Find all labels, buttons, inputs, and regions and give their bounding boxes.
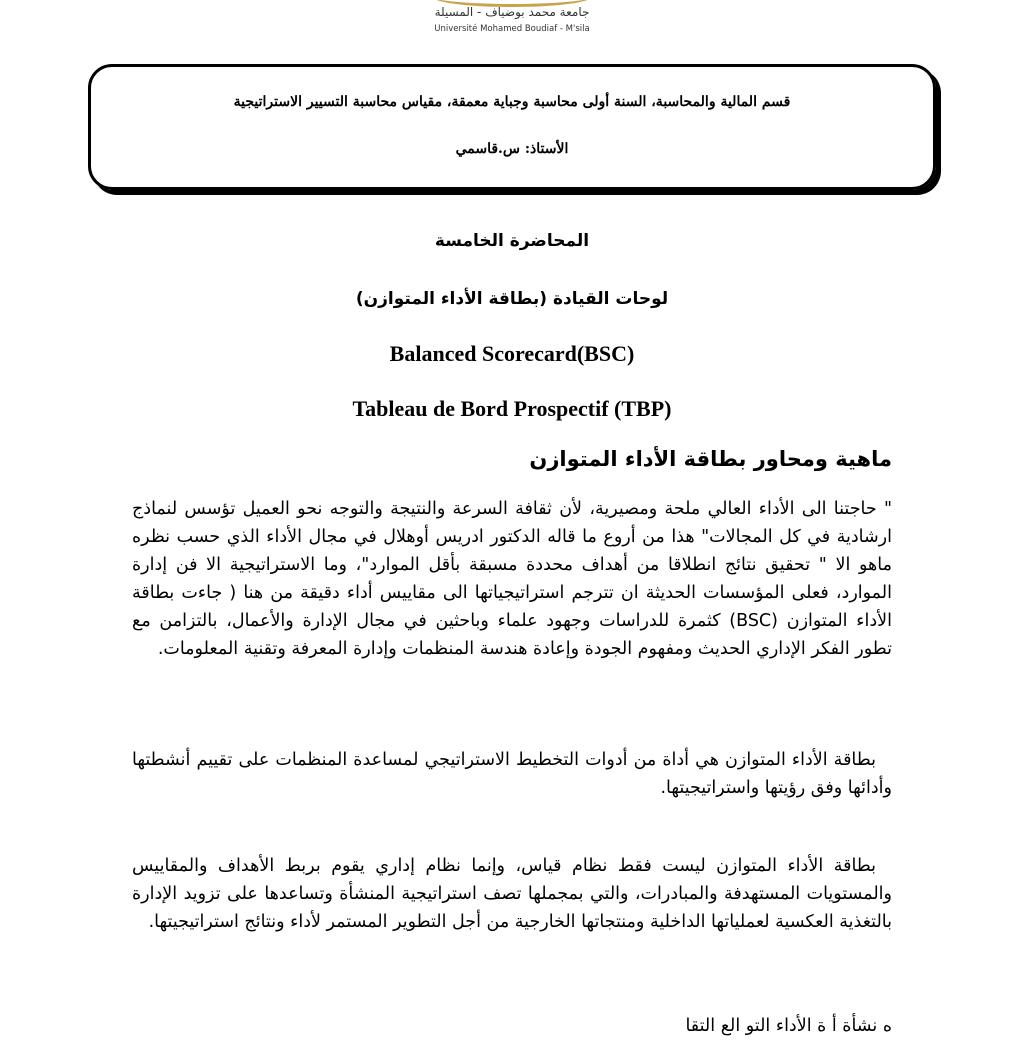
body-paragraph: " حاجتنا الى الأداء العالي ملحة ومصيرية، لأن ثقافة السرعة والنتيجة والتوجه نحو العميل تؤسس لنماذج ارشادية في كل المجالات" هذا من أروع ما قاله الدكتور ادريس أوهلال في مجال الأداء الذي حسب نظره ماهو الا " تحقيق نتائج انطلاقا من أهداف محددة مسبقة بأقل الموارد"، وما الاستراتيجية الا فن إدارة الموارد، فعلى المؤسسات الحديثة ان تترجم استراتيجياتها الى مقاييس أداء دقيقة من هنا ( جاءت بطاقة الأداء المتوازن (BSC) كثمرة للدراسات وجهود علماء وباحثين في مجال الإدارة والأعمال، بالتزامن مع تطور الفكر الإداري الحديث ومفهوم الجودة وإعادة هندسة المنظمات وإدارة المعرفة وتقنية المعلومات.: [132, 499, 892, 659]
university-name-french: Université Mohamed Boudiaf - M'sila: [434, 24, 590, 34]
cut-off-paragraph: ه نشأة أ ة الأداء التو الع التقا: [685, 1016, 892, 1036]
university-name-arabic: جامعة محمد بوضياف - المسيلة: [434, 5, 590, 19]
lecture-topic-english: Balanced Scorecard(BSC): [389, 341, 635, 366]
section-heading: ماهية ومحاور بطاقة الأداء المتوازن: [529, 447, 892, 471]
course-header-box: [88, 64, 936, 190]
instructor-name: الأستاذ: س.قاسمي: [455, 141, 569, 157]
body-paragraph: بطاقة الأداء المتوازن هي أداة من أدوات التخطيط الاستراتيجي لمساعدة المنظمات على تقييم أنشطتها وأدائها وفق رؤيتها واستراتيجيتها.: [132, 750, 892, 798]
lecture-topic-arabic: لوحات القيادة (بطاقة الأداء المتوازن): [355, 289, 669, 309]
lecture-topic-french: Tableau de Bord Prospectif (TBP): [352, 396, 672, 421]
university-logo: [0, 0, 1024, 48]
lecture-number-title: المحاضرة الخامسة: [434, 231, 590, 251]
course-info: قسم المالية والمحاسبة، السنة أولى محاسبة وجباية معمقة، مقياس محاسبة التسيير الاستراتيجية: [233, 94, 791, 110]
body-paragraph: بطاقة الأداء المتوازن ليست فقط نظام قياس، وإنما نظام إداري يقوم بربط الأهداف والمقاييس والمستويات المستهدفة والمبادرات، والتي بمجملها تصف استراتيجية المنشأة وتساعدها على تزويد الإدارة بالتغذية العكسية لعملياتها الداخلية ومنتجاتها الخارجية من أجل التطوير المستمر لأداء ونتائج استراتيجيتها.: [132, 856, 892, 932]
